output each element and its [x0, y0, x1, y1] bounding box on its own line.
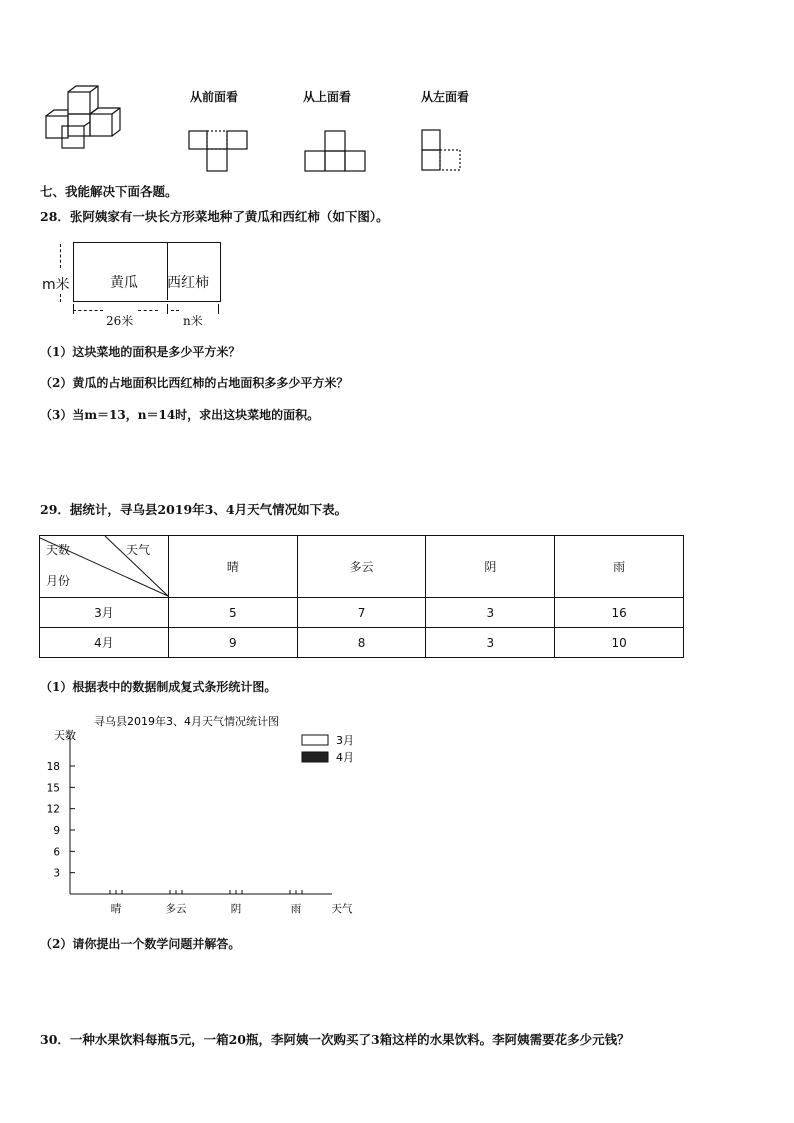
- row-header: 4月: [40, 628, 169, 658]
- column-header: 多云: [297, 536, 426, 598]
- front-view-label: 从前面看: [190, 90, 239, 104]
- corner-month-label: 月份: [46, 574, 71, 588]
- y-axis-label: 天数: [54, 729, 76, 742]
- table-cell: 5: [169, 598, 298, 628]
- corner-days-label: 天数: [46, 543, 71, 557]
- column-header: 阴: [426, 536, 555, 598]
- column-header: 雨: [555, 536, 684, 598]
- tomato-label: 西红柿: [167, 275, 209, 291]
- y-tick-label: 12: [46, 803, 60, 816]
- question-28-part-2: （2）黄瓜的占地面积比西红柿的占地面积多多少平方米？: [40, 376, 349, 390]
- legend-label-april: 4月: [336, 751, 354, 764]
- question-29-part-1: （1）根据表中的数据制成复式条形统计图。: [40, 680, 277, 694]
- table-corner-cell: [40, 536, 169, 598]
- table-cell: 10: [555, 628, 684, 658]
- y-tick-label: 6: [53, 846, 60, 859]
- table-cell: 16: [555, 598, 684, 628]
- table-row: [40, 628, 684, 658]
- question-29-text: 29．据统计，寻乌县2019年3、4月天气情况如下表。: [40, 502, 348, 517]
- question-28-text: 28．张阿姨家有一块长方形菜地种了黄瓜和西红柿（如下图）。: [40, 209, 389, 224]
- x-tick-label: 雨: [290, 903, 302, 915]
- corner-weather-label: 天气: [126, 543, 151, 557]
- question-29-part-2: （2）请你提出一个数学问题并解答。: [40, 937, 241, 951]
- garden-diagram: [40, 240, 230, 335]
- table-cell: 8: [297, 628, 426, 658]
- front-view-drawing: [188, 130, 250, 174]
- row-header: 3月: [40, 598, 169, 628]
- top-view-drawing: [303, 130, 367, 174]
- legend-swatch-march: [302, 735, 328, 745]
- chart-title: 寻乌县2019年3、4月天气情况统计图: [94, 715, 279, 728]
- y-tick-label: 15: [46, 782, 60, 795]
- table-cell: 3: [426, 598, 555, 628]
- cube-stack-figure: [40, 84, 130, 156]
- weather-bar-chart: [40, 708, 370, 918]
- legend-swatch-april: [302, 752, 328, 762]
- question-30-text: 30．一种水果饮料每瓶5元，一箱20瓶，李阿姨一次购买了3箱这样的水果饮料。李阿姨需要花多少元钱？: [40, 1032, 630, 1047]
- section-7-heading: 七、我能解决下面各题。: [40, 184, 178, 199]
- width-n-label: n米: [183, 314, 203, 328]
- weather-table: [39, 535, 684, 658]
- y-tick-label: 9: [53, 825, 60, 837]
- cucumber-label: 黄瓜: [110, 275, 138, 291]
- y-tick-label: 3: [53, 867, 60, 880]
- table-row: [40, 598, 684, 628]
- width-26-label: 26米: [106, 314, 134, 328]
- table-cell: 9: [169, 628, 298, 658]
- table-cell: 7: [297, 598, 426, 628]
- x-tick-label: 多云: [165, 903, 187, 915]
- table-cell: 3: [426, 628, 555, 658]
- x-tick-label: 晴: [110, 903, 122, 915]
- x-tick-label: 阴: [230, 903, 242, 915]
- legend-label-march: 3月: [336, 734, 354, 747]
- left-view-drawing: [420, 128, 466, 174]
- height-label: m米: [42, 277, 70, 293]
- column-header: 晴: [169, 536, 298, 598]
- question-28-part-3: （3）当m＝13，n＝14时，求出这块菜地的面积。: [40, 408, 320, 422]
- top-view-label: 从上面看: [303, 90, 352, 104]
- question-28-part-1: （1）这块菜地的面积是多少平方米？: [40, 345, 241, 359]
- x-axis-label: 天气: [331, 903, 353, 915]
- y-tick-label: 18: [46, 761, 60, 773]
- left-view-label: 从左面看: [421, 90, 470, 104]
